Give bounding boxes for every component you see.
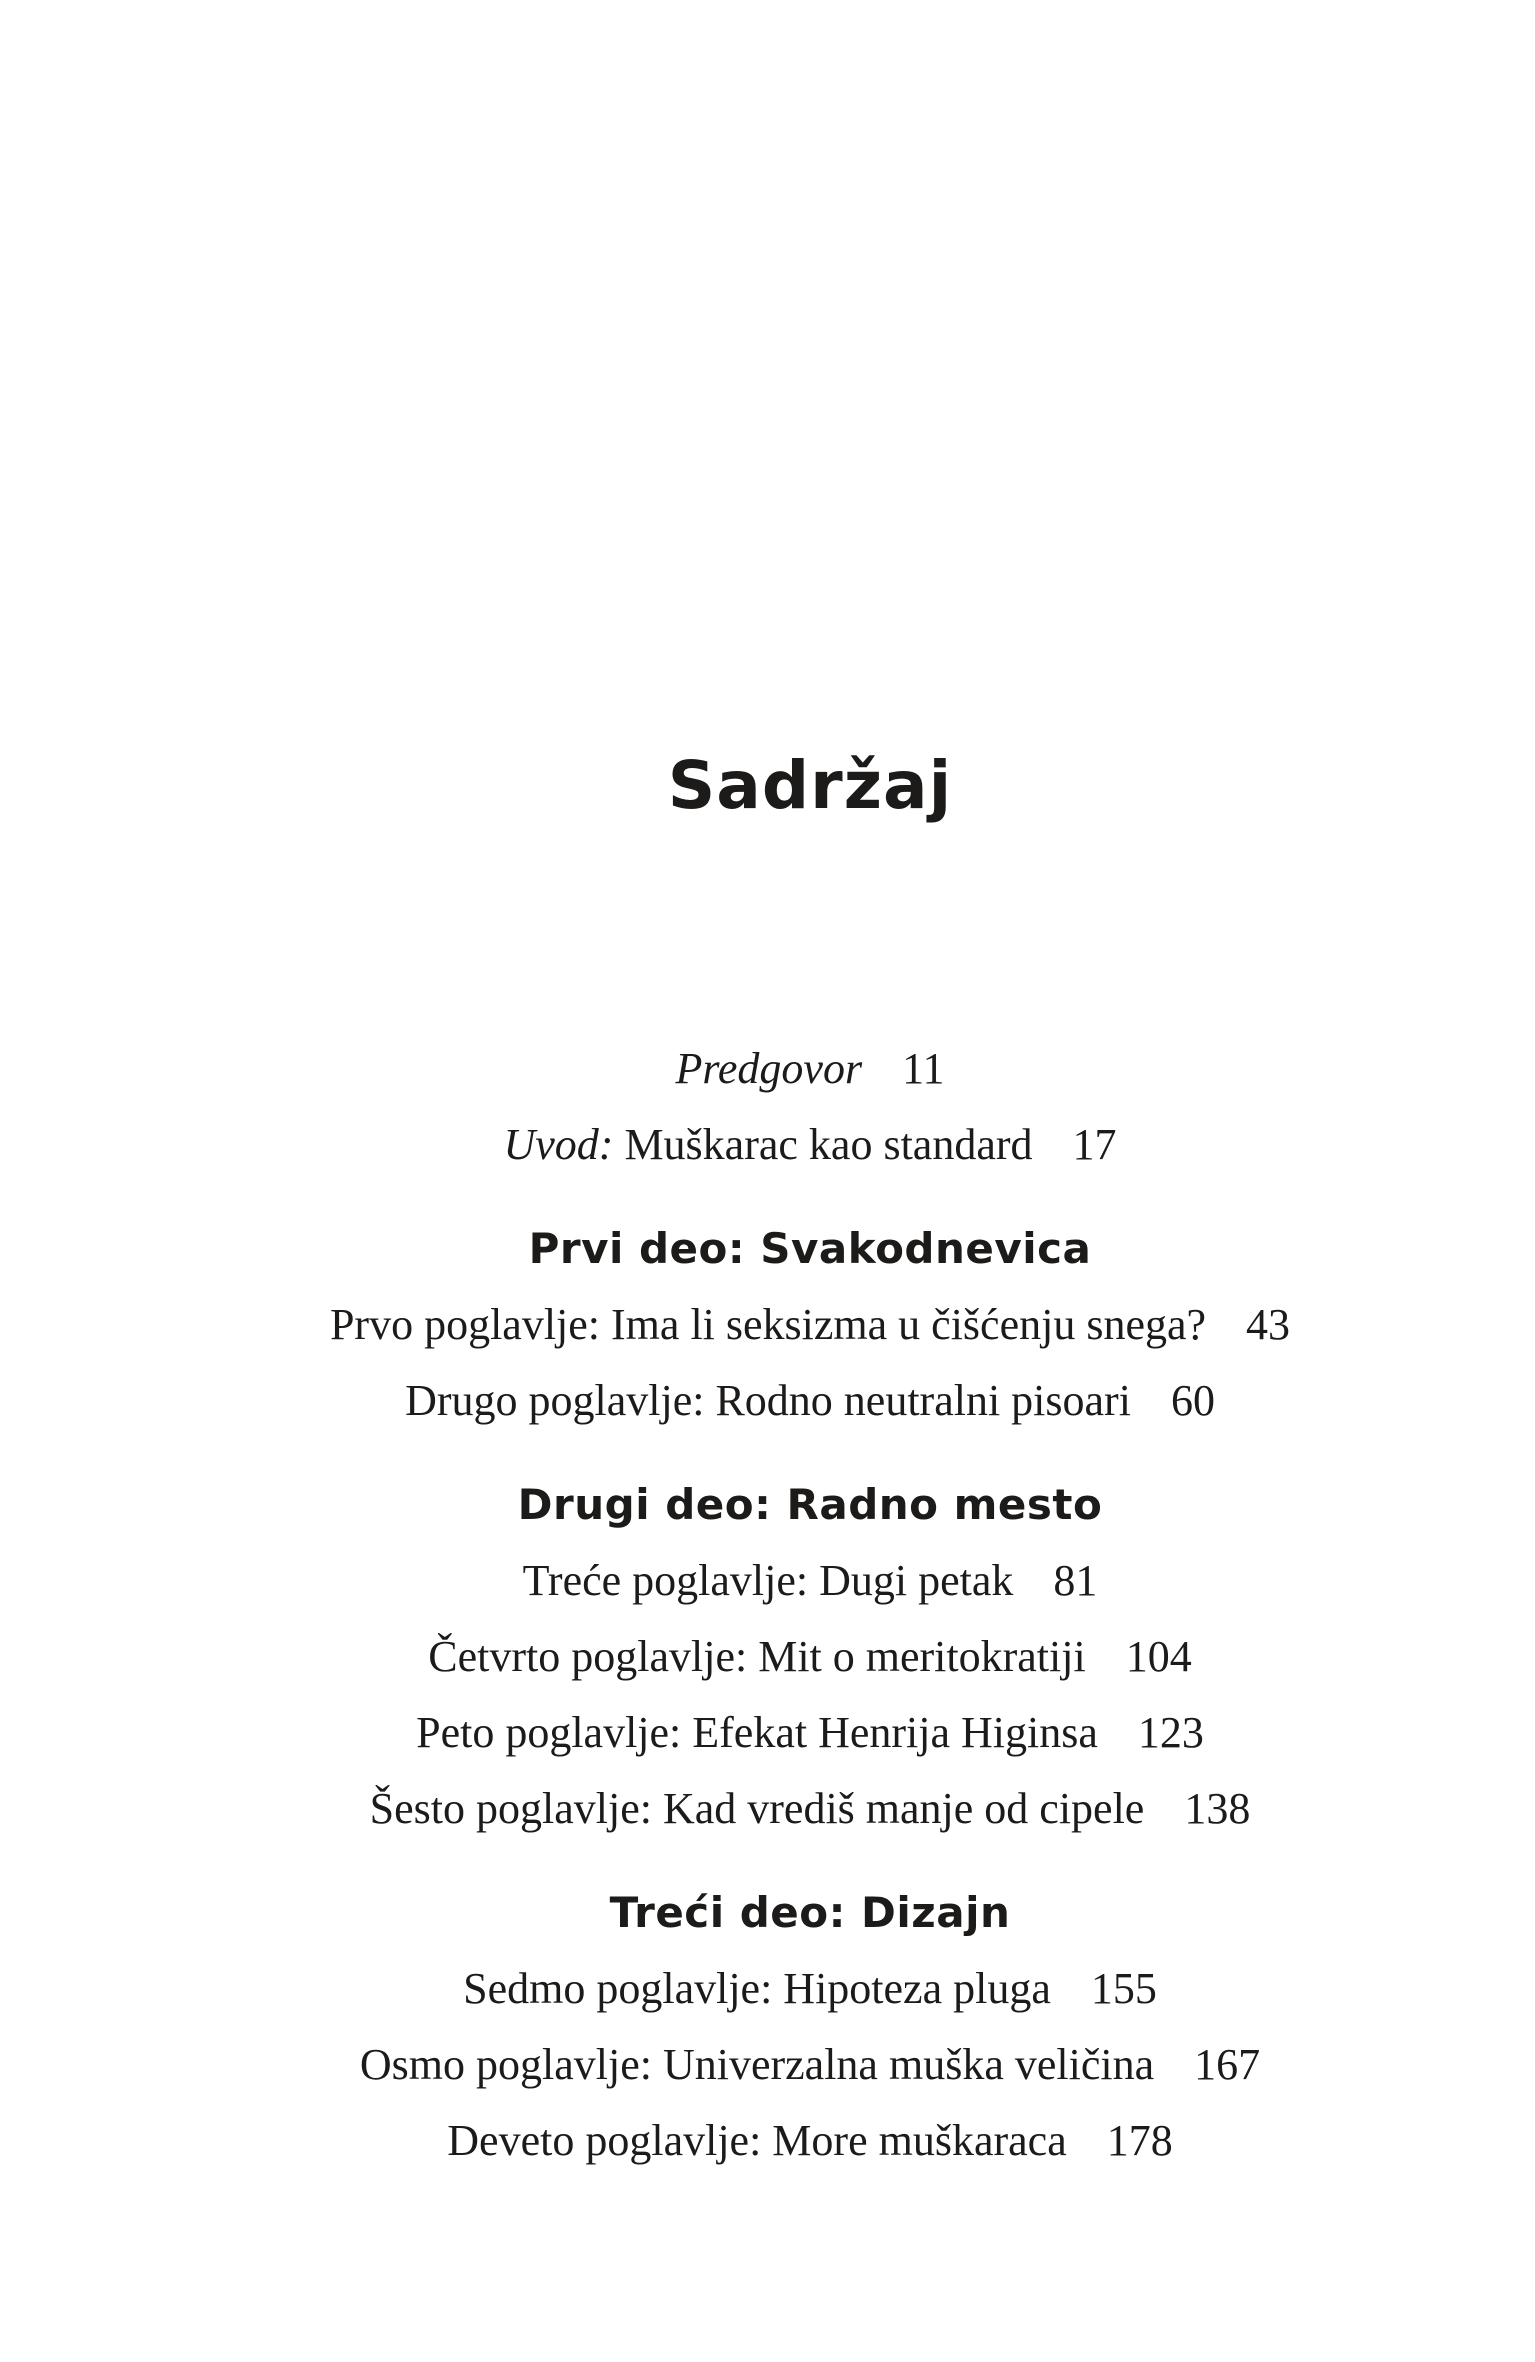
table-of-contents [85,1031,1535,2179]
toc-entry-predgovor [85,1031,1535,1107]
part-heading-3: Treći deo: Dizajn [609,1888,1011,1937]
entry-page-number: 81 [1053,1556,1098,1605]
entry-page-number: 17 [1072,1120,1117,1169]
part-heading-2: Drugi deo: Radno mesto [517,1480,1103,1529]
toc-entry-chapter-1 [85,1287,1535,1363]
entry-page-number: 104 [1125,1632,1192,1681]
entry-label-italic: Uvod: [503,1120,614,1169]
toc-entry-chapter-7 [85,1951,1535,2027]
entry-page-number: 178 [1106,2116,1173,2165]
entry-page-number: 11 [902,1044,945,1093]
entry-label: Šesto poglavlje: Kad vrediš manje od cipele [369,1784,1145,1833]
entry-label: Osmo poglavlje: Univerzalna muška veličina [359,2040,1155,2089]
toc-entry-chapter-9 [85,2103,1535,2179]
entry-label: Četvrto poglavlje: Mit o meritokratiji [428,1632,1086,1681]
entry-label: Prvo poglavlje: Ima li seksizma u čišćenju snega? [329,1300,1207,1349]
page-title: Sadržaj [667,747,953,824]
toc-entry-chapter-2 [85,1363,1535,1439]
toc-entry-chapter-3 [85,1543,1535,1619]
entry-page-number: 43 [1246,1300,1291,1349]
part-heading-1: Prvi deo: Svakodnevica [528,1224,1092,1273]
entry-page-number: 155 [1090,1964,1157,2013]
entry-label: Sedmo poglavlje: Hipoteza pluga [463,1964,1051,2013]
entry-page-number: 138 [1184,1784,1251,1833]
toc-entry-uvod [85,1107,1535,1183]
toc-entry-chapter-4 [85,1619,1535,1695]
entry-label: Peto poglavlje: Efekat Henrija Higinsa [416,1708,1098,1757]
entry-label: Drugo poglavlje: Rodno neutralni pisoari [405,1376,1131,1425]
entry-label: Deveto poglavlje: More muškaraca [447,2116,1067,2165]
toc-entry-chapter-5 [85,1695,1535,1771]
entry-page-number: 123 [1137,1708,1204,1757]
entry-page-number: 167 [1194,2040,1261,2089]
toc-entry-chapter-6 [85,1771,1535,1847]
toc-entry-chapter-8 [85,2027,1535,2103]
entry-label: Muškarac kao standard [613,1120,1033,1169]
entry-label: Predgovor [675,1044,863,1093]
entry-page-number: 60 [1170,1376,1215,1425]
entry-label: Treće poglavlje: Dugi petak [522,1556,1014,1605]
